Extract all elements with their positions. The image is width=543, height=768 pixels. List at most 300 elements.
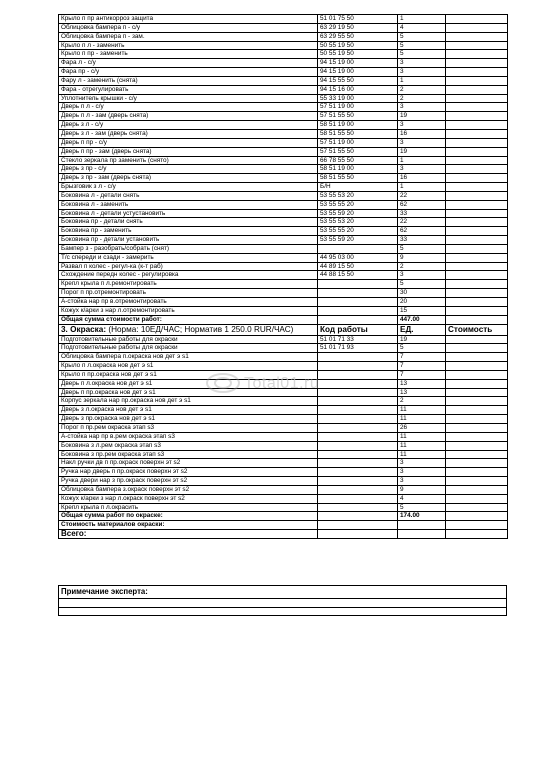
work-name: Облицовка бампера з.окраск поверхн эт s2 (59, 485, 318, 494)
work-code (318, 397, 398, 406)
work-name: Бампер з - разобрать/собрать (снят) (59, 244, 318, 253)
work-units: 5 (398, 50, 446, 59)
table-row (59, 183, 508, 192)
work-code: 53 55 53 20 (318, 191, 398, 200)
work-cost (446, 459, 508, 468)
work-code (318, 468, 398, 477)
work-units: 33 (398, 236, 446, 245)
table-row (59, 468, 508, 477)
work-name: Ручка двери нар з пр.окраск поверхн эт s2 (59, 477, 318, 486)
work-name: Дверь з л - с/у (59, 121, 318, 130)
work-units: 3 (398, 121, 446, 130)
empty-cell (446, 315, 508, 324)
work-code: 94 15 16 00 (318, 85, 398, 94)
work-units: 3 (398, 271, 446, 280)
table-row (59, 23, 508, 32)
work-cost (446, 477, 508, 486)
work-units: 16 (398, 174, 446, 183)
work-units: 9 (398, 485, 446, 494)
table-row (59, 50, 508, 59)
col-header-qty: ЕД. (398, 324, 446, 335)
work-code (318, 485, 398, 494)
table-row (59, 280, 508, 289)
total-work-row (59, 315, 508, 324)
work-units: 1 (398, 15, 446, 24)
work-units: 4 (398, 494, 446, 503)
total-paint-value: 174.00 (398, 512, 446, 521)
work-units: 5 (398, 244, 446, 253)
watermark-logo-icon (205, 372, 241, 394)
work-cost (446, 32, 508, 41)
work-cost (446, 262, 508, 271)
work-name: Облицовка бампера п.окраска нов дет э s1 (59, 353, 318, 362)
work-cost (446, 244, 508, 253)
work-name: Дверь з пр - с/у (59, 165, 318, 174)
work-name: Ручка нар дверь п пр.окраск поверхн эт s2 (59, 468, 318, 477)
work-cost (446, 218, 508, 227)
table-row (59, 94, 508, 103)
work-name: Дверь з пр.окраска нов дет э s1 (59, 415, 318, 424)
empty-cell (318, 521, 398, 530)
table-row (59, 362, 508, 371)
work-cost (446, 138, 508, 147)
work-units: 1 (398, 156, 446, 165)
work-name: Облицовка бампера п - с/у (59, 23, 318, 32)
work-cost (446, 415, 508, 424)
work-code: 51 01 71 93 (318, 344, 398, 353)
work-name: Фара л - с/у (59, 59, 318, 68)
work-cost (446, 147, 508, 156)
grand-total-row (59, 530, 508, 539)
table-row (59, 459, 508, 468)
work-cost (446, 406, 508, 415)
table-row (59, 103, 508, 112)
work-units: 13 (398, 388, 446, 397)
work-code: 53 55 59 20 (318, 236, 398, 245)
work-code (318, 353, 398, 362)
work-cost (446, 450, 508, 459)
table-row (59, 165, 508, 174)
work-cost (446, 94, 508, 103)
work-units: 7 (398, 353, 446, 362)
work-units: 13 (398, 379, 446, 388)
paint-materials-value (398, 521, 446, 530)
table-row (59, 432, 508, 441)
paint-materials-label: Стоимость материалов окраски: (59, 521, 318, 530)
work-cost (446, 112, 508, 121)
work-units: 16 (398, 129, 446, 138)
grand-total-value (398, 530, 446, 539)
work-rows (59, 15, 508, 316)
work-name: Крыло п л - заменить (59, 41, 318, 50)
section-3-norm: (Норма: 10ЕД/ЧАС; Норматив 1 250.0 RUR/ЧАС) (106, 324, 294, 334)
work-units: 22 (398, 218, 446, 227)
table-row (59, 450, 508, 459)
work-name: Крыло п пр - заменить (59, 50, 318, 59)
notes-title: Примечание эксперта: (59, 586, 507, 599)
work-name: Фара пр - с/у (59, 68, 318, 77)
work-code: 58 51 19 00 (318, 121, 398, 130)
work-name: Кожух к/арки з нар л.отремонтировать (59, 306, 318, 315)
work-cost (446, 209, 508, 218)
notes-line (59, 599, 507, 608)
table-row (59, 32, 508, 41)
table-row (59, 485, 508, 494)
table-row (59, 441, 508, 450)
work-code (318, 450, 398, 459)
table-row (59, 253, 508, 262)
table-row (59, 15, 508, 24)
table-row (59, 41, 508, 50)
work-units: 5 (398, 503, 446, 512)
work-units: 3 (398, 68, 446, 77)
work-code: 44 89 15 50 (318, 262, 398, 271)
table-row (59, 477, 508, 486)
total-work-section (59, 315, 508, 335)
work-units: 20 (398, 298, 446, 307)
work-code (318, 441, 398, 450)
work-units: 26 (398, 423, 446, 432)
work-code (318, 306, 398, 315)
work-cost (446, 165, 508, 174)
work-name: Подготовительные работы для окраски (59, 344, 318, 353)
col-header-cost: Стоимость (446, 324, 508, 335)
work-code: 57 51 55 50 (318, 147, 398, 156)
work-units: 3 (398, 59, 446, 68)
table-row (59, 406, 508, 415)
work-cost (446, 344, 508, 353)
work-units: 5 (398, 32, 446, 41)
work-code: 94 15 19 00 (318, 68, 398, 77)
work-name: Подготовительные работы для окраски (59, 335, 318, 344)
work-name: А-стойка нар пр в.отремонтировать (59, 298, 318, 307)
table-row (59, 209, 508, 218)
work-units: 11 (398, 432, 446, 441)
notes-cell (59, 607, 507, 616)
paint-rows (59, 335, 508, 512)
work-name: Крепл крыла п л.окрасить (59, 503, 318, 512)
work-code: 94 15 19 00 (318, 59, 398, 68)
empty-cell (446, 530, 508, 539)
table-row (59, 121, 508, 130)
table-row (59, 335, 508, 344)
section-3-title (59, 324, 318, 335)
work-code (318, 477, 398, 486)
work-cost (446, 59, 508, 68)
work-units: 7 (398, 370, 446, 379)
work-units: 3 (398, 138, 446, 147)
work-units: 62 (398, 227, 446, 236)
work-cost (446, 335, 508, 344)
work-units: 1 (398, 183, 446, 192)
work-code (318, 362, 398, 371)
work-code: 58 51 19 00 (318, 165, 398, 174)
table-row (59, 191, 508, 200)
work-code (318, 379, 398, 388)
work-units: 5 (398, 344, 446, 353)
work-units: 11 (398, 450, 446, 459)
work-name: Боковина пр - заменить (59, 227, 318, 236)
expert-notes-table (58, 585, 507, 616)
work-cost (446, 362, 508, 371)
work-cost (446, 485, 508, 494)
total-paint-row (59, 512, 508, 521)
work-cost (446, 423, 508, 432)
work-name: Боковина пр - детали установить (59, 236, 318, 245)
work-code: 63 29 55 50 (318, 32, 398, 41)
total-work-label: Общая сумма стоимости работ: (59, 315, 318, 324)
table-row (59, 344, 508, 353)
work-cost (446, 271, 508, 280)
total-work-value: 447.00 (398, 315, 446, 324)
work-name: А-стойка нар пр в.рем окраска этап s3 (59, 432, 318, 441)
work-cost (446, 289, 508, 298)
work-name: Боковина з пр.рем окраска этап s3 (59, 450, 318, 459)
work-units: 2 (398, 262, 446, 271)
work-code: 44 88 15 50 (318, 271, 398, 280)
work-name: Дверь п пр.окраска нов дет э s1 (59, 388, 318, 397)
work-code: 50 55 19 50 (318, 50, 398, 59)
work-cost (446, 298, 508, 307)
table-row (59, 174, 508, 183)
work-cost (446, 183, 508, 192)
work-cost (446, 236, 508, 245)
notes-line (59, 607, 507, 616)
work-name: Боковина л - заменить (59, 200, 318, 209)
work-name: Схождение передн колес - регулировка (59, 271, 318, 280)
work-cost (446, 280, 508, 289)
table-row (59, 423, 508, 432)
work-name: Боковина л - детали снять (59, 191, 318, 200)
table-row (59, 59, 508, 68)
table-row (59, 289, 508, 298)
work-units: 15 (398, 306, 446, 315)
empty-cell (318, 512, 398, 521)
paint-totals (59, 512, 508, 539)
work-code: 53 55 59 20 (318, 209, 398, 218)
work-cost (446, 68, 508, 77)
work-cost (446, 129, 508, 138)
work-units: 11 (398, 441, 446, 450)
work-code (318, 432, 398, 441)
work-code: 44 95 03 00 (318, 253, 398, 262)
work-units: 2 (398, 397, 446, 406)
work-units: 11 (398, 415, 446, 424)
work-cost (446, 174, 508, 183)
work-name: Фару л - заменить (снята) (59, 76, 318, 85)
work-code (318, 503, 398, 512)
work-name: Уплотнитель крышки - с/у (59, 94, 318, 103)
work-name: Дверь п л.окраска нов дет э s1 (59, 379, 318, 388)
work-code: 57 51 19 00 (318, 138, 398, 147)
work-cost (446, 191, 508, 200)
work-code (318, 244, 398, 253)
work-cost (446, 200, 508, 209)
table-row (59, 200, 508, 209)
work-name: Дверь з пр - зам (дверь снята) (59, 174, 318, 183)
work-units: 3 (398, 477, 446, 486)
work-cost (446, 432, 508, 441)
table-row (59, 112, 508, 121)
table-row (59, 129, 508, 138)
work-code: 94 15 55 50 (318, 76, 398, 85)
table-row (59, 147, 508, 156)
work-name: Дверь з л.окраска нов дет э s1 (59, 406, 318, 415)
work-code: 66 78 55 50 (318, 156, 398, 165)
table-row (59, 68, 508, 77)
notes-cell (59, 599, 507, 608)
work-units: 7 (398, 362, 446, 371)
work-cost (446, 353, 508, 362)
work-cost (446, 50, 508, 59)
work-cost (446, 379, 508, 388)
total-paint-label: Общая сумма работ по окраске: (59, 512, 318, 521)
table-row (59, 271, 508, 280)
estimate-table (58, 14, 508, 539)
work-code (318, 415, 398, 424)
empty-cell (318, 315, 398, 324)
work-code (318, 406, 398, 415)
empty-cell (318, 530, 398, 539)
work-name: Стекло зеркала пр заменить (снято) (59, 156, 318, 165)
work-code (318, 459, 398, 468)
work-units: 3 (398, 103, 446, 112)
work-code (318, 370, 398, 379)
work-units: 3 (398, 468, 446, 477)
work-cost (446, 15, 508, 24)
grand-total-label: Всего: (59, 530, 318, 539)
work-cost (446, 227, 508, 236)
notes-header-row (59, 586, 507, 599)
work-code: 58 51 55 50 (318, 129, 398, 138)
table-row (59, 353, 508, 362)
work-code (318, 423, 398, 432)
work-name: Облицовка бампера п - зам. (59, 32, 318, 41)
work-units: 19 (398, 335, 446, 344)
section-3-header (59, 324, 508, 335)
work-name: Боковина з л.рем окраска этап s3 (59, 441, 318, 450)
work-name: Крыло п пр антикорроз защита (59, 15, 318, 24)
work-code: 50 55 19 50 (318, 41, 398, 50)
work-name: Накл ручки дв п пр.окраск поверхн эт s2 (59, 459, 318, 468)
work-code: 57 51 19 00 (318, 103, 398, 112)
work-name: Дверь з л - зам (дверь снята) (59, 129, 318, 138)
work-code: Б/Н (318, 183, 398, 192)
work-units: 62 (398, 200, 446, 209)
work-units: 19 (398, 147, 446, 156)
work-units: 2 (398, 94, 446, 103)
work-code (318, 280, 398, 289)
work-units: 2 (398, 85, 446, 94)
table-row (59, 503, 508, 512)
work-units: 9 (398, 253, 446, 262)
work-name: Кожух к/арки з нар л.окраск поверхн эт s2 (59, 494, 318, 503)
empty-cell (446, 521, 508, 530)
work-name: Дверь п пр - с/у (59, 138, 318, 147)
work-code: 51 01 75 50 (318, 15, 398, 24)
table-row (59, 244, 508, 253)
empty-cell (446, 512, 508, 521)
table-row (59, 262, 508, 271)
watermark: Total01.ru (244, 375, 320, 392)
work-code: 63 29 19 50 (318, 23, 398, 32)
work-units: 4 (398, 23, 446, 32)
work-name: Крыло п пр.окраска нов дет э s1 (59, 370, 318, 379)
work-code: 55 33 19 00 (318, 94, 398, 103)
col-header-code: Код работы (318, 324, 398, 335)
table-row (59, 397, 508, 406)
table-row (59, 85, 508, 94)
table-row (59, 138, 508, 147)
work-code: 53 55 55 20 (318, 227, 398, 236)
work-cost (446, 468, 508, 477)
work-cost (446, 253, 508, 262)
table-row (59, 76, 508, 85)
work-name: Боковина пр - детали снять (59, 218, 318, 227)
work-cost (446, 441, 508, 450)
work-cost (446, 121, 508, 130)
work-cost (446, 85, 508, 94)
table-row (59, 415, 508, 424)
work-name: Развал п колес - регул-ка (к-т раб) (59, 262, 318, 271)
work-name: Дверь п л - с/у (59, 103, 318, 112)
work-code (318, 494, 398, 503)
work-name: Крыло п л.окраска нов дет э s1 (59, 362, 318, 371)
table-row (59, 218, 508, 227)
work-units: 19 (398, 112, 446, 121)
table-row (59, 236, 508, 245)
work-cost (446, 76, 508, 85)
work-name: Порог п пр.отремонтировать (59, 289, 318, 298)
work-code (318, 298, 398, 307)
work-name: Порог п пр.рем окраска этап s3 (59, 423, 318, 432)
work-cost (446, 397, 508, 406)
work-units: 3 (398, 459, 446, 468)
work-code: 51 01 71 33 (318, 335, 398, 344)
work-units: 5 (398, 41, 446, 50)
work-code: 58 51 55 50 (318, 174, 398, 183)
work-code: 53 55 55 20 (318, 200, 398, 209)
work-units: 11 (398, 406, 446, 415)
work-units: 5 (398, 280, 446, 289)
work-units: 22 (398, 191, 446, 200)
work-cost (446, 370, 508, 379)
work-name: Боковина л - детали устустановить (59, 209, 318, 218)
work-cost (446, 103, 508, 112)
table-row (59, 156, 508, 165)
table-row (59, 494, 508, 503)
work-code (318, 388, 398, 397)
section-3-label: 3. Окраска: (61, 324, 107, 334)
work-name: Т/с спереди и сзади - замерить (59, 253, 318, 262)
work-cost (446, 503, 508, 512)
work-cost (446, 23, 508, 32)
work-cost (446, 41, 508, 50)
table-row (59, 306, 508, 315)
work-units: 1 (398, 76, 446, 85)
work-name: Дверь п л - зам (дверь снята) (59, 112, 318, 121)
paint-materials-row (59, 521, 508, 530)
work-name: Брызговик з л - с/у (59, 183, 318, 192)
work-cost (446, 388, 508, 397)
work-cost (446, 156, 508, 165)
work-units: 3 (398, 165, 446, 174)
work-name: Фара - отрегулировать (59, 85, 318, 94)
work-units: 30 (398, 289, 446, 298)
work-code: 53 55 53 20 (318, 218, 398, 227)
work-code (318, 289, 398, 298)
work-cost (446, 494, 508, 503)
